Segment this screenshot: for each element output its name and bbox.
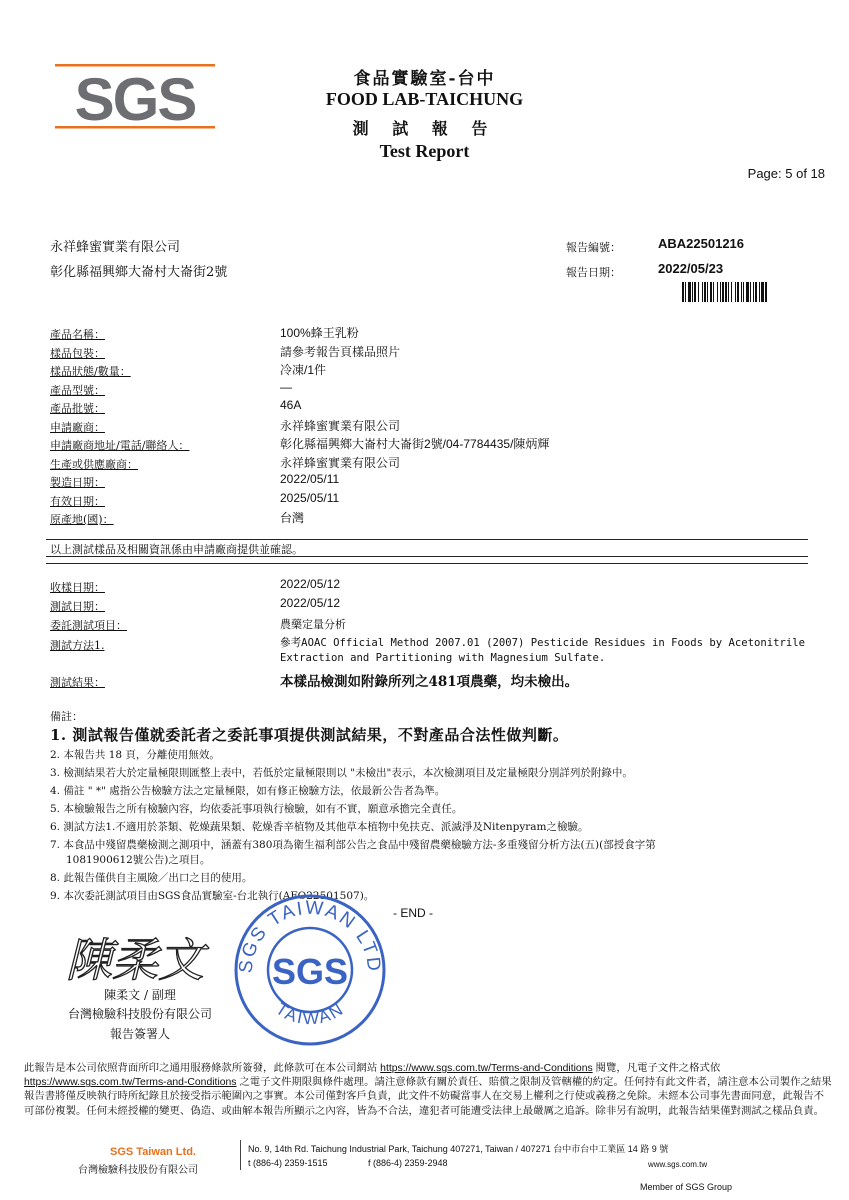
terms-link[interactable]: https://www.sgs.com.tw/Terms-and-Conditions (380, 1063, 593, 1074)
note-3: 3. 檢測結果若大於定量極限則匯整上表中，若低於定量極限則以 "未檢出"表示，本次檢測項目及定量極限分別詳列於附錄中。 (50, 767, 633, 779)
barcode-bar (713, 282, 714, 302)
product-field-value: 冷凍/1件 (280, 363, 327, 377)
test-date-label: 測試日期： (50, 600, 105, 613)
barcode-bar (707, 282, 708, 302)
footer-company-en: SGS Taiwan Ltd. (110, 1146, 196, 1158)
test-method-label: 測試方法1. (50, 639, 105, 652)
sgs-logo-text: SGS (74, 66, 196, 133)
report-date-label: 報告日期： (566, 266, 621, 279)
signer-company: 台灣檢驗科技股份有限公司 (67, 1007, 212, 1021)
report-title-cn: 測 試 報 告 (352, 119, 497, 138)
divider (46, 539, 808, 540)
product-field-label: 有效日期： (50, 494, 105, 508)
disclaimer-p1-after: 閱覽，凡電子文件之格式依 (595, 1063, 721, 1074)
signature-glyphs: 陳柔文 (66, 933, 204, 987)
barcode-bar (694, 282, 696, 302)
terms-link-electronic[interactable]: https://www.sgs.com.tw/Terms-and-Conditions (24, 1077, 237, 1089)
divider (46, 556, 808, 557)
received-date: 2022/05/12 (280, 577, 341, 591)
barcode-bar (735, 282, 736, 302)
note-4: 4. 備註 " *" 處指公告檢驗方法之定量極限，如有修正檢驗方法，依最新公告者為準。 (50, 785, 446, 797)
barcode-bar (704, 282, 706, 302)
product-note: 以上測試樣品及相關資訊係由申請廠商提供並確認。 (50, 543, 303, 556)
note-9: 9. 本次委託測試項目由SGS食品實驗室-台北執行(AFO22501507)。 (50, 890, 375, 902)
test-result: 本樣品檢測如附錄所列之481項農藥，均未檢出。 (280, 674, 579, 690)
report-no: ABA22501216 (658, 236, 745, 251)
footer-website: www.sgs.com.tw (648, 1160, 708, 1169)
product-field-label: 製造日期： (50, 476, 105, 489)
test-result-label: 測試結果： (50, 676, 105, 689)
product-field-label: 樣品狀態/數量： (50, 365, 131, 378)
barcode-bar (737, 282, 739, 302)
product-field-label: 申請廠商： (50, 420, 105, 434)
signer-name-title: 陳柔文 / 副理 (104, 988, 176, 1002)
lab-name-en: FOOD LAB-TAICHUNG (325, 89, 524, 109)
product-field-value: 永祥蜂蜜實業有限公司 (280, 418, 401, 433)
test-date: 2022/05/12 (280, 596, 341, 610)
barcode-bar (743, 282, 744, 302)
client-address: 彰化縣福興鄉大崙村大崙街2號 (50, 265, 228, 280)
barcode-bar (702, 282, 703, 302)
report-title-en: Test Report (379, 141, 470, 161)
report-no-label: 報告編號： (566, 241, 621, 254)
product-field-label: 產品型號： (50, 383, 105, 397)
report-date: 2022/05/23 (658, 261, 724, 276)
end-marker: - END - (393, 906, 433, 920)
product-field-label: 產品名稱： (50, 328, 105, 341)
product-field-label: 原產地(國)： (50, 513, 114, 526)
note-6: 6. 測試方法1.不適用於茶類、乾燥蔬果類、乾燥香辛植物及其他草本植物中免扶克、派滅淨及Nitenpyram之檢驗。 (50, 821, 589, 833)
footer-address: No. 9, 14th Rd. Taichung Industrial Park, Taichung 407271, Taiwan / 407271 台中市台中工業區 14 路 9 號 (248, 1144, 669, 1154)
barcode-bar (717, 282, 718, 302)
test-method-line2: Extraction and Partitioning with Magnesium Sulfate. (280, 652, 606, 664)
barcode (682, 282, 802, 302)
product-field-label: 樣品包裝： (50, 346, 105, 360)
note-7b: 1081900612號公告)之項目。 (66, 854, 211, 866)
product-field-label: 生產或供應廠商： (50, 457, 138, 471)
barcode-bar (753, 282, 754, 302)
product-field-value: 2025/05/11 (280, 490, 340, 505)
product-field-label: 申請廠商地址/電話/聯絡人： (50, 439, 190, 452)
barcode-bar (761, 282, 764, 302)
barcode-bar (720, 282, 721, 302)
test-method-line1: 參考AOAC Official Method 2007.01 (2007) Pesticide Residues in Foods by Acetonitrile (280, 637, 806, 649)
disclaimer-p1: 此報告是本公司依照背面所印之通用服務條款所簽發，此條款可在本公司網站 (24, 1063, 378, 1074)
note-1: 1. 測試報告僅就委託者之委託事項提供測試結果，不對產品合法性做判斷。 (50, 726, 569, 744)
footer-tel: t (886-4) 2359-1515 (248, 1158, 328, 1168)
note-7a: 7. 本食品中殘留農藥檢測之測項中，涵蓋有380項為衛生福利部公告之食品中殘留農藥檢驗方法-多重殘留分析方法(五)(部授食字第 (50, 839, 656, 851)
test-item-label: 委託測試項目： (50, 619, 127, 632)
barcode-bar (765, 282, 767, 302)
product-field-value: 100%蜂王乳粉 (280, 326, 359, 340)
divider (46, 563, 808, 564)
barcode-bar (750, 282, 751, 302)
barcode-bar (722, 282, 724, 302)
disclaimer-p2: 之電子文件期限與條件處理。請注意條款有關於責任、賠償之限制及管轄權的約定。任何持有此文件者，請注意本公司製作之結果報告書將僅反映執行時所紀錄且於接受指示範圍內之事實。本公司僅對客戶負責，此文件不妨礙當事人在交易上權利之行使或義務之免除。未經本公司事先書面同意，此報告不可部份複製。任何未經授權的變更、偽造、或曲解本報告所顯示之內容，皆為不合法，違犯者可能遭受法律上最嚴厲之追訴。除非另有說明，此報告結果僅對測試之樣品負責。 (24, 1077, 832, 1117)
stamp-bottom-text: TAIWAN (272, 999, 348, 1029)
barcode-bar (682, 282, 684, 302)
test-item: 農藥定量分析 (280, 618, 346, 631)
product-field-label: 產品批號： (50, 402, 105, 415)
handwritten-signature (60, 928, 210, 988)
note-8: 8. 此報告僅供自主風險／出口之目的使用。 (50, 872, 253, 884)
disclaimer (24, 1062, 832, 1119)
barcode-bar (685, 282, 686, 302)
received-date-label: 收樣日期： (50, 581, 105, 594)
footer-fax: f (886-4) 2359-2948 (368, 1158, 448, 1168)
svg-text:TAIWAN (272, 999, 348, 1028)
barcode-bar (692, 282, 693, 302)
lab-name-cn: 食品實驗室-台中 (353, 69, 496, 89)
product-field-value: 46A (280, 398, 302, 412)
barcode-bar (759, 282, 760, 302)
barcode-bar (731, 282, 732, 302)
barcode-bar (725, 282, 727, 302)
product-field-value: 彰化縣福興鄉大崙村大崙街2號/04-7784435/陳炳輝 (280, 437, 550, 451)
barcode-bar (698, 282, 699, 302)
footer-member: Member of SGS Group (640, 1182, 733, 1192)
product-field-value: — (280, 379, 292, 394)
product-field-value: 請參考報告頁樣品照片 (280, 344, 401, 359)
footer-divider (240, 1140, 241, 1170)
barcode-bar (755, 282, 757, 302)
stamp-top-text: SGS TAIWAN LTD (235, 897, 385, 974)
product-field-value: 台灣 (280, 511, 305, 525)
product-field-value: 2022/05/11 (280, 472, 340, 486)
sgs-seal-stamp (230, 888, 390, 1048)
barcode-bar (728, 282, 729, 302)
footer-company-cn: 台灣檢驗科技股份有限公司 (78, 1165, 198, 1176)
product-field-value: 永祥蜂蜜實業有限公司 (280, 455, 401, 470)
barcode-bar (741, 282, 742, 302)
signer-role: 報告簽署人 (109, 1027, 170, 1041)
note-5: 5. 本檢驗報告之所有檢驗內容，均依委託事項執行檢驗，如有不實，願意承擔完全責任。 (50, 803, 463, 815)
notes-title: 備註： (50, 710, 83, 723)
note-2: 2. 本報告共 18 頁，分離使用無效。 (50, 749, 220, 761)
barcode-bar (746, 282, 749, 302)
barcode-bar (688, 282, 691, 302)
stamp-center-text: SGS (271, 951, 349, 992)
client-name: 永祥蜂蜜實業有限公司 (50, 240, 181, 255)
barcode-bar (710, 282, 712, 302)
page-number: Page: 5 of 18 (747, 166, 825, 181)
